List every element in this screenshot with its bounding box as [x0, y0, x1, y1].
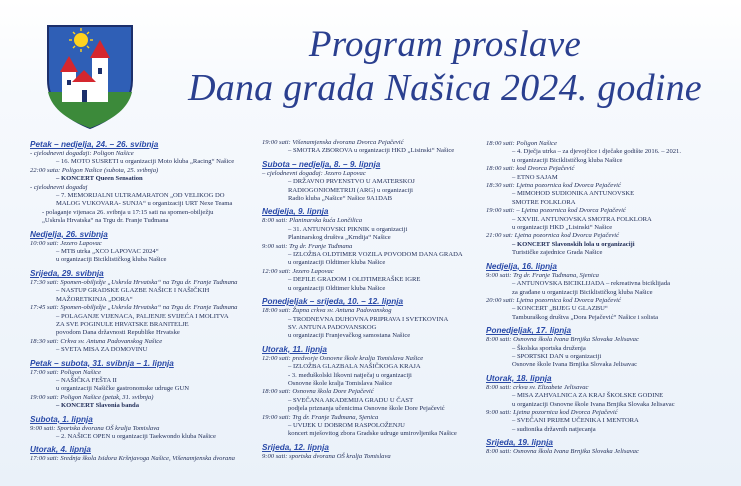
schedule-line: 17:00 sati: Srednja škola Isidora Kršnjavoga Našice, Višenamjenska dvorana — [30, 455, 235, 463]
schedule-line: 18:30 sati: Crkva sv. Antuna Padovanskog Našice — [30, 337, 163, 345]
schedule-line: 18:30 sati: Ljetna pozornica kod Dvorca Pejačević — [486, 182, 621, 190]
schedule-line: u organizaciji Biciklističkog kluba Našice — [512, 156, 623, 164]
schedule-line: 17:45 sati: Spomen-obilježje „Uskrsla Hrvatska“ na Trgu dr. Franje Tuđmana — [30, 304, 238, 312]
schedule-line: – DEFILE GRADOM I OLDTIMERAŠKE IGRE — [288, 276, 421, 284]
schedule-line: – KONCERT Slavonskih lola u organizaciji — [512, 240, 635, 248]
day-heading: Subota – nedjelja, 8. – 9. lipnja — [262, 159, 381, 169]
day-heading: Nedjelja, 16. lipnja — [486, 261, 557, 271]
schedule-column-1 — [30, 140, 254, 464]
schedule-line: – Školska sportska druženja — [512, 344, 586, 352]
schedule-line: – ETNO SAJAM — [512, 173, 558, 181]
schedule-line: – SVEČANI PRIJEM UČENIKA I MENTORA — [512, 417, 639, 425]
schedule-line: – NAŠIČKA FEŠTA II — [56, 376, 117, 384]
schedule-line: 10:00 sati: Jezero Lapovac — [30, 239, 102, 247]
title-line-1: Program proslave — [308, 24, 582, 65]
schedule-line: u organizaciji Osnovne škole Ivana Brnjika Slovaka Jelisavac — [512, 400, 675, 408]
schedule-line: – SVETA MISA ZA DOMOVINU — [56, 346, 148, 354]
schedule-line: – 31. ANTUNOVSKI PIKNIK u organizaciji — [288, 225, 408, 233]
day-heading: Petak – nedjelja, 24. – 26. svibnja — [30, 140, 159, 149]
schedule-line: u organizaciji Franjevačkog samostana Našice — [288, 332, 411, 340]
schedule-line: 19:00 sati: Poligon Našice (petak, 31. svibnja) — [30, 393, 154, 401]
schedule-line: 18:00 sati: kod Dvorca Pejačević — [486, 165, 575, 173]
schedule-line: 21:00 sat: Ljetna pozornica kod Dvorca Pejačević — [486, 232, 620, 240]
schedule-line: – MTB utrka „XCO LAPOVAC 2024“ — [56, 248, 159, 256]
schedule-line: SMOTRE FOLKLORA — [512, 198, 576, 206]
schedule-line: za građane u organizaciji Biciklističkog kluba Našice — [512, 288, 653, 296]
schedule-line: povodom Dana državnosti Republike Hrvatske — [56, 329, 180, 337]
day-heading: Subota, 1. lipnja — [30, 414, 93, 424]
schedule-line: 8:00 sati: Planinarska kuća Lončilica — [262, 217, 362, 225]
poster-title — [150, 26, 740, 107]
schedule-line: Tamburaškog društva „Dora Pejačević“ Našice i solista — [512, 313, 659, 321]
schedule-line: – KONCERT „BIJEG U GLAZBU“ — [512, 305, 608, 313]
day-heading: Utorak, 11. lipnja — [262, 344, 327, 354]
schedule-line: - cjelodnevni događaj — [30, 183, 88, 191]
schedule-line: MAŽORETKINJA „DORA“ — [56, 295, 133, 303]
schedule-line: – ANTUNOVSKA BICIKLIJADA – rekreativna biciklijada — [512, 280, 671, 288]
city-coat-of-arms — [44, 22, 136, 130]
schedule-line: – UVIJEK U DOBROM RASPOLOŽENJU — [288, 421, 405, 429]
schedule-line: 19:00 sati: Trg dr. Franje Tuđmana, Sjenica — [262, 413, 379, 421]
schedule-line: – KONCERT Slavonia banda — [56, 402, 140, 410]
schedule-line: – MIMOHOD SUDIONIKA ANTUNOVSKE — [512, 190, 635, 198]
schedule-line: 8:00 sati: Osnovna škola Ivana Brnjika Slovaka Jelisavac — [486, 448, 639, 456]
schedule-line: 12:00 sati: Jezero Lapovac — [262, 267, 334, 275]
schedule-line: u organizaciji Oldtimer kluba Našice — [288, 259, 386, 267]
schedule-line: Radio kluba „Našice“ Našice 9A1DAB — [288, 195, 393, 203]
schedule-line: u organizaciji Biciklističkog kluba Našice — [56, 256, 167, 264]
schedule-line: – SPORTSKI DAN u organizaciji — [512, 352, 602, 360]
schedule-line: 12:00 sati: predvorje Osnovne škole kralja Tomislava Našice — [262, 354, 424, 362]
day-heading: Utorak, 18. lipnja — [486, 373, 552, 383]
schedule-line: – 4. Dječja utrka – za djevojčice i dječake godište 2016. – 2021. — [512, 148, 682, 156]
schedule-line: podjela priznanja učenicima Osnovne škole Dore Pejačević — [288, 405, 445, 413]
schedule-line: Turističke zajednice Grada Našice — [512, 249, 603, 257]
schedule-line: 9:00 sati: Ljetna pozornica kod Dvorca Pejačević — [486, 408, 618, 416]
schedule-line: 9:00 sati: Trg dr. Franje Tuđmana — [262, 242, 353, 250]
schedule-line: - 3. međuškolski likovni natječaj u organizaciji — [288, 371, 412, 379]
schedule-line: – XXVIII. ANTUNOVSKA SMOTRA FOLKLORA — [512, 215, 652, 223]
schedule-line: Osnovne škole kralja Tomislava Našice — [288, 379, 393, 387]
schedule-line: – KONCERT Queen Sensation — [56, 175, 143, 183]
day-heading: Srijeda, 19. lipnja — [486, 438, 553, 448]
day-heading: Ponedjeljak, 17. lipnja — [486, 326, 572, 336]
schedule-column-3 — [486, 140, 714, 457]
title-line-2: Dana grada Našica 2024. godine — [188, 67, 702, 109]
schedule-line: 9:00 sati: sportska dvorana OŠ kralja Tomislava — [262, 452, 391, 460]
schedule-line: 17:30 sati: Spomen-obilježje „Uskrsla Hrvatska“ na Trgu dr. Franje Tuđmana — [30, 278, 238, 286]
schedule-line: – cjelodnevni događaj: Jezero Lapovac — [262, 169, 366, 177]
schedule-line: Planinarskog društva „Krndija“ Našice — [288, 234, 391, 242]
schedule-line: – sudionika državnih natjecanja — [512, 425, 596, 433]
schedule-line: 19:00 sati: Višenamjenska dvorana Dvorca Pejačević — [262, 139, 404, 146]
schedule-line: – IZLOŽBA OLDTIMER VOZILA POVODOM DANA GRADA — [288, 251, 463, 259]
schedule-line: 18:00 sati: Župna crkva sv. Antuna Padovanskog — [262, 307, 392, 315]
schedule-line: 17:00 sati: Poligon Našice — [30, 368, 101, 376]
schedule-line: ZA SVE POGINULE HRVATSKE BRANITELJE — [56, 320, 189, 328]
schedule-line: – 7. MEMORIJALNI ULTRAMARATON „OD VELIKOG DO — [56, 192, 225, 200]
schedule-line: 8:00 sati: Osnovna škola Ivana Brnjika Slovaka Jelisavac — [486, 336, 639, 344]
schedule-line: – SVEČANA AKADEMIJA GRADU U ČAST — [288, 396, 414, 404]
schedule-line: 20:00 sati: Ljetna pozornica kod Dvorca Pejačević — [486, 296, 621, 304]
schedule-line: – MISA ZAHVALNICA ZA KRAJ ŠKOLSKE GODINE — [512, 392, 664, 400]
schedule-line: 9:00 sati: Trg dr. Franje Tuđmana, Sjenica — [486, 271, 599, 279]
schedule-line: – 2. NAŠICE OPEN u organizaciji Taekwondo kluba Našice — [56, 432, 216, 440]
schedule-line: Osnovne škole Ivana Brnjika Slovaka Jelisavac — [512, 361, 638, 369]
schedule-line: RADIOGONIOMETRIJI (ARG) u organizaciji — [288, 186, 413, 194]
schedule-line: 8:00 sati: crkva sv. Elizabete Jelisavac — [486, 383, 589, 391]
day-heading: Petak – subota, 31. svibnja – 1. lipnja — [30, 358, 174, 368]
schedule-column-2 — [262, 139, 488, 461]
schedule-line: – DRŽAVNO PRVENSTVO U AMATERSKOJ — [288, 178, 415, 186]
schedule-line: koncert mješovitog zbora Gradske udruge umirovljenika Našice — [288, 430, 457, 438]
schedule-line: MALOG VUKOVARA- SUNJA“ u organizaciji URT Nexe Teama — [56, 200, 233, 208]
schedule-line: u organizaciji Oldtimer kluba Našice — [288, 284, 386, 292]
schedule-line: u organizaciji HKD „Lisinski“ Našice — [512, 224, 613, 232]
schedule-line: 18:00 sati: Osnovna škola Dore Pejačević — [262, 388, 374, 396]
day-heading: Nedjelja, 9. lipnja — [262, 207, 329, 217]
schedule-line: – TRODNEVNA DUHOVNA PRIPRAVA I SVETKOVINA — [288, 315, 449, 323]
schedule-line: u organizaciji Našičke gastronomske udruge GUN — [56, 385, 189, 393]
day-heading: Utorak, 4. lipnja — [30, 445, 91, 455]
schedule-line: „Uskrsla Hrvatska“ na Trgu dr. Franje Tuđmana — [42, 217, 169, 225]
schedule-line: – SMOTRA ZBOROVA u organizaciji HKD „Lisinski“ Našice — [288, 147, 455, 155]
schedule-line: – POLAGANJE VIJENACA, PALJENJE SVIJEĆA I MOLITVA — [56, 312, 229, 320]
day-heading: Srijeda, 29. svibnja — [30, 268, 104, 278]
schedule-line: - polaganje vijenaca 26. svibnja u 17:15 sati na spomen-obilježju — [42, 208, 214, 216]
schedule-line: – NASTUP GRADSKE GLAZBE NAŠICE I NAŠIČKIH — [56, 287, 210, 295]
schedule-line: 9:00 sati: Sportska dvorana OŠ kralja Tomislava — [30, 424, 160, 432]
schedule-line: SV. ANTUNA PADOVANSKOG — [288, 323, 377, 331]
schedule-line: 18:00 sati: Poligon Našice — [486, 140, 557, 147]
schedule-line: – IZLOŽBA GLAZBALA NAŠIČKOGA KRAJA — [288, 363, 421, 371]
schedule-line: 19:00 sati: – Ljetna pozornica kod Dvorca Pejačević — [486, 207, 626, 215]
day-heading: Ponedjeljak – srijeda, 10. – 12. lipnja — [262, 297, 404, 307]
day-heading: Nedjelja, 26. svibnja — [30, 229, 108, 239]
schedule-line: – 16. MOTO SUSRETI u organizaciji Moto kluba „Racing“ Našice — [56, 158, 235, 166]
schedule-line: - cjelodnevni događaji: Poligon Našice — [30, 150, 134, 157]
schedule-line: 22:00 sata: Poligon Našice (subota, 25. svibnja) — [30, 166, 159, 174]
day-heading: Srijeda, 12. lipnja — [262, 442, 329, 452]
